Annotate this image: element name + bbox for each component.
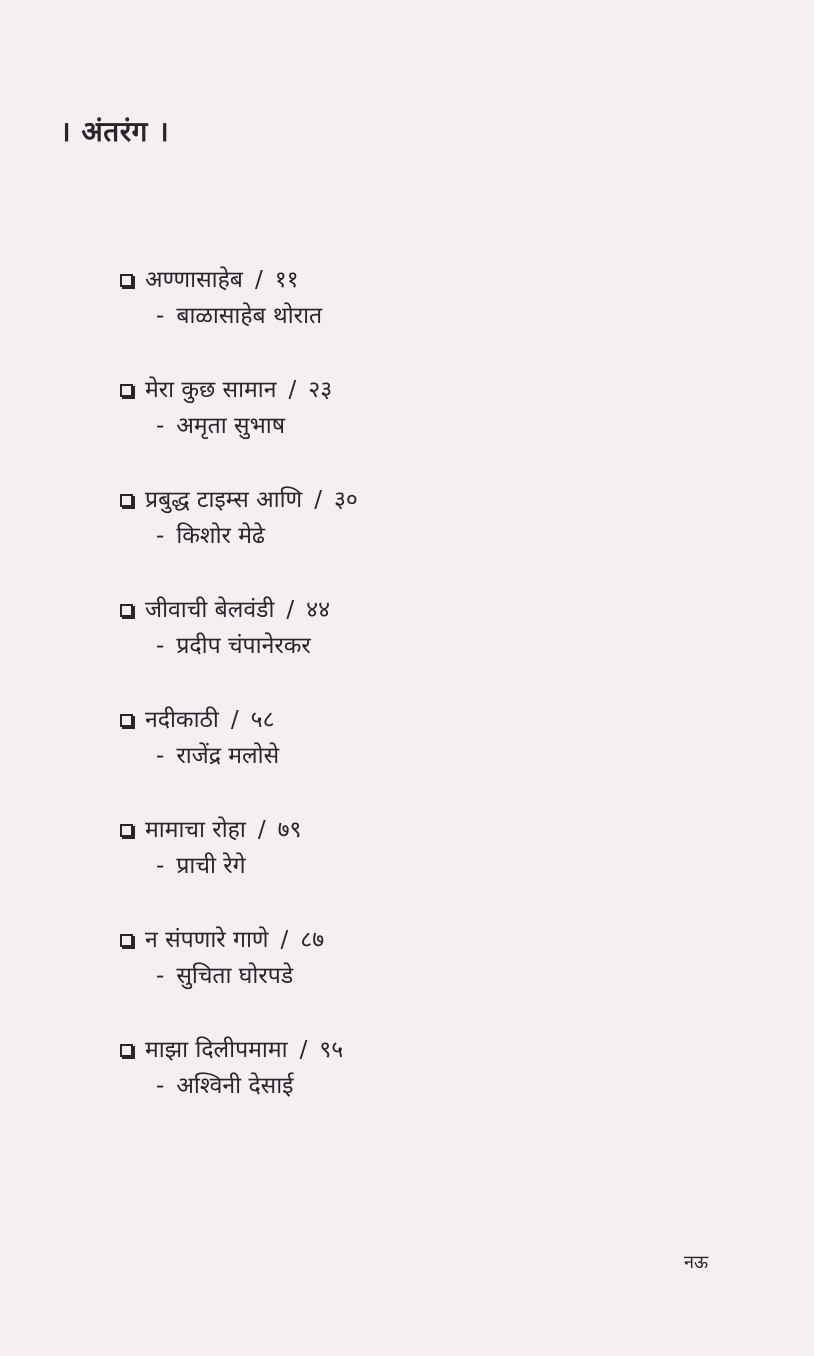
entry-page-number: ११ [274, 267, 299, 293]
toc-entry [120, 812, 680, 922]
entry-title: प्रबुद्ध टाइम्स आणि [145, 487, 303, 513]
entry-title: जीवाची बेलवंडी [145, 597, 275, 623]
entry-title-line [120, 372, 680, 408]
entry-author: अश्विनी देसाई [176, 1073, 294, 1099]
dash: - [156, 963, 165, 989]
separator: / [254, 267, 263, 293]
separator: / [288, 377, 297, 403]
toc-entry [120, 262, 680, 372]
checkbox-icon [120, 1044, 133, 1057]
toc-entry [120, 372, 680, 482]
checkbox-icon [120, 384, 133, 397]
table-of-contents [120, 262, 680, 1142]
entry-title-line [120, 1032, 680, 1068]
separator: / [280, 927, 289, 953]
entry-page-number: ४४ [306, 597, 331, 623]
toc-entry [120, 922, 680, 1032]
entry-author: प्रदीप चंपानेरकर [176, 633, 311, 659]
entry-author-line [120, 848, 680, 884]
separator: / [286, 597, 295, 623]
entry-title: माझा दिलीपमामा [145, 1037, 288, 1063]
page-title: । अंतरंग । [60, 115, 170, 148]
entry-page-number: ९५ [319, 1037, 344, 1063]
entry-author: अमृता सुभाष [176, 413, 285, 439]
toc-entry [120, 702, 680, 812]
separator: / [257, 817, 266, 843]
entry-author-line [120, 628, 680, 664]
toc-entry [120, 1032, 680, 1142]
checkbox-icon [120, 494, 133, 507]
entry-author: राजेंद्र मलोसे [176, 743, 280, 769]
entry-author: बाळासाहेब थोरात [176, 303, 323, 329]
dash: - [156, 413, 165, 439]
entry-title-line [120, 812, 680, 848]
checkbox-icon [120, 714, 133, 727]
entry-author: सुचिता घोरपडे [176, 963, 294, 989]
entry-title: अण्णासाहेब [145, 267, 243, 293]
toc-entry [120, 482, 680, 592]
entry-title: नदीकाठी [145, 707, 219, 733]
entry-author-line [120, 518, 680, 554]
page-folio: नऊ [684, 1252, 709, 1273]
entry-page-number: ८७ [300, 927, 325, 953]
checkbox-icon [120, 604, 133, 617]
checkbox-icon [120, 934, 133, 947]
entry-title-line [120, 922, 680, 958]
entry-page-number: ७९ [277, 817, 302, 843]
entry-title: मेरा कुछ सामान [145, 377, 277, 403]
entry-page-number: ५८ [250, 707, 275, 733]
entry-author: किशोर मेढे [176, 523, 265, 549]
dash: - [156, 523, 165, 549]
checkbox-icon [120, 824, 133, 837]
entry-author-line [120, 408, 680, 444]
dash: - [156, 853, 165, 879]
separator: / [314, 487, 322, 513]
toc-entry [120, 592, 680, 702]
dash: - [156, 303, 165, 329]
entry-title: न संपणारे गाणे [145, 927, 269, 953]
dash: - [156, 1073, 165, 1099]
dash: - [156, 743, 165, 769]
checkbox-icon [120, 274, 133, 287]
entry-title: मामाचा रोहा [145, 817, 246, 843]
entry-title-line [120, 592, 680, 628]
separator: / [299, 1037, 308, 1063]
entry-title-line [120, 482, 680, 518]
dash: - [156, 633, 165, 659]
entry-author-line [120, 958, 680, 994]
entry-page-number: ३० [333, 487, 358, 513]
entry-page-number: २३ [308, 377, 333, 403]
entry-author: प्राची रेगे [176, 853, 246, 879]
entry-author-line [120, 738, 680, 774]
entry-author-line [120, 1068, 680, 1104]
separator: / [230, 707, 239, 733]
entry-title-line [120, 702, 680, 738]
entry-author-line [120, 298, 680, 334]
entry-title-line [120, 262, 680, 298]
